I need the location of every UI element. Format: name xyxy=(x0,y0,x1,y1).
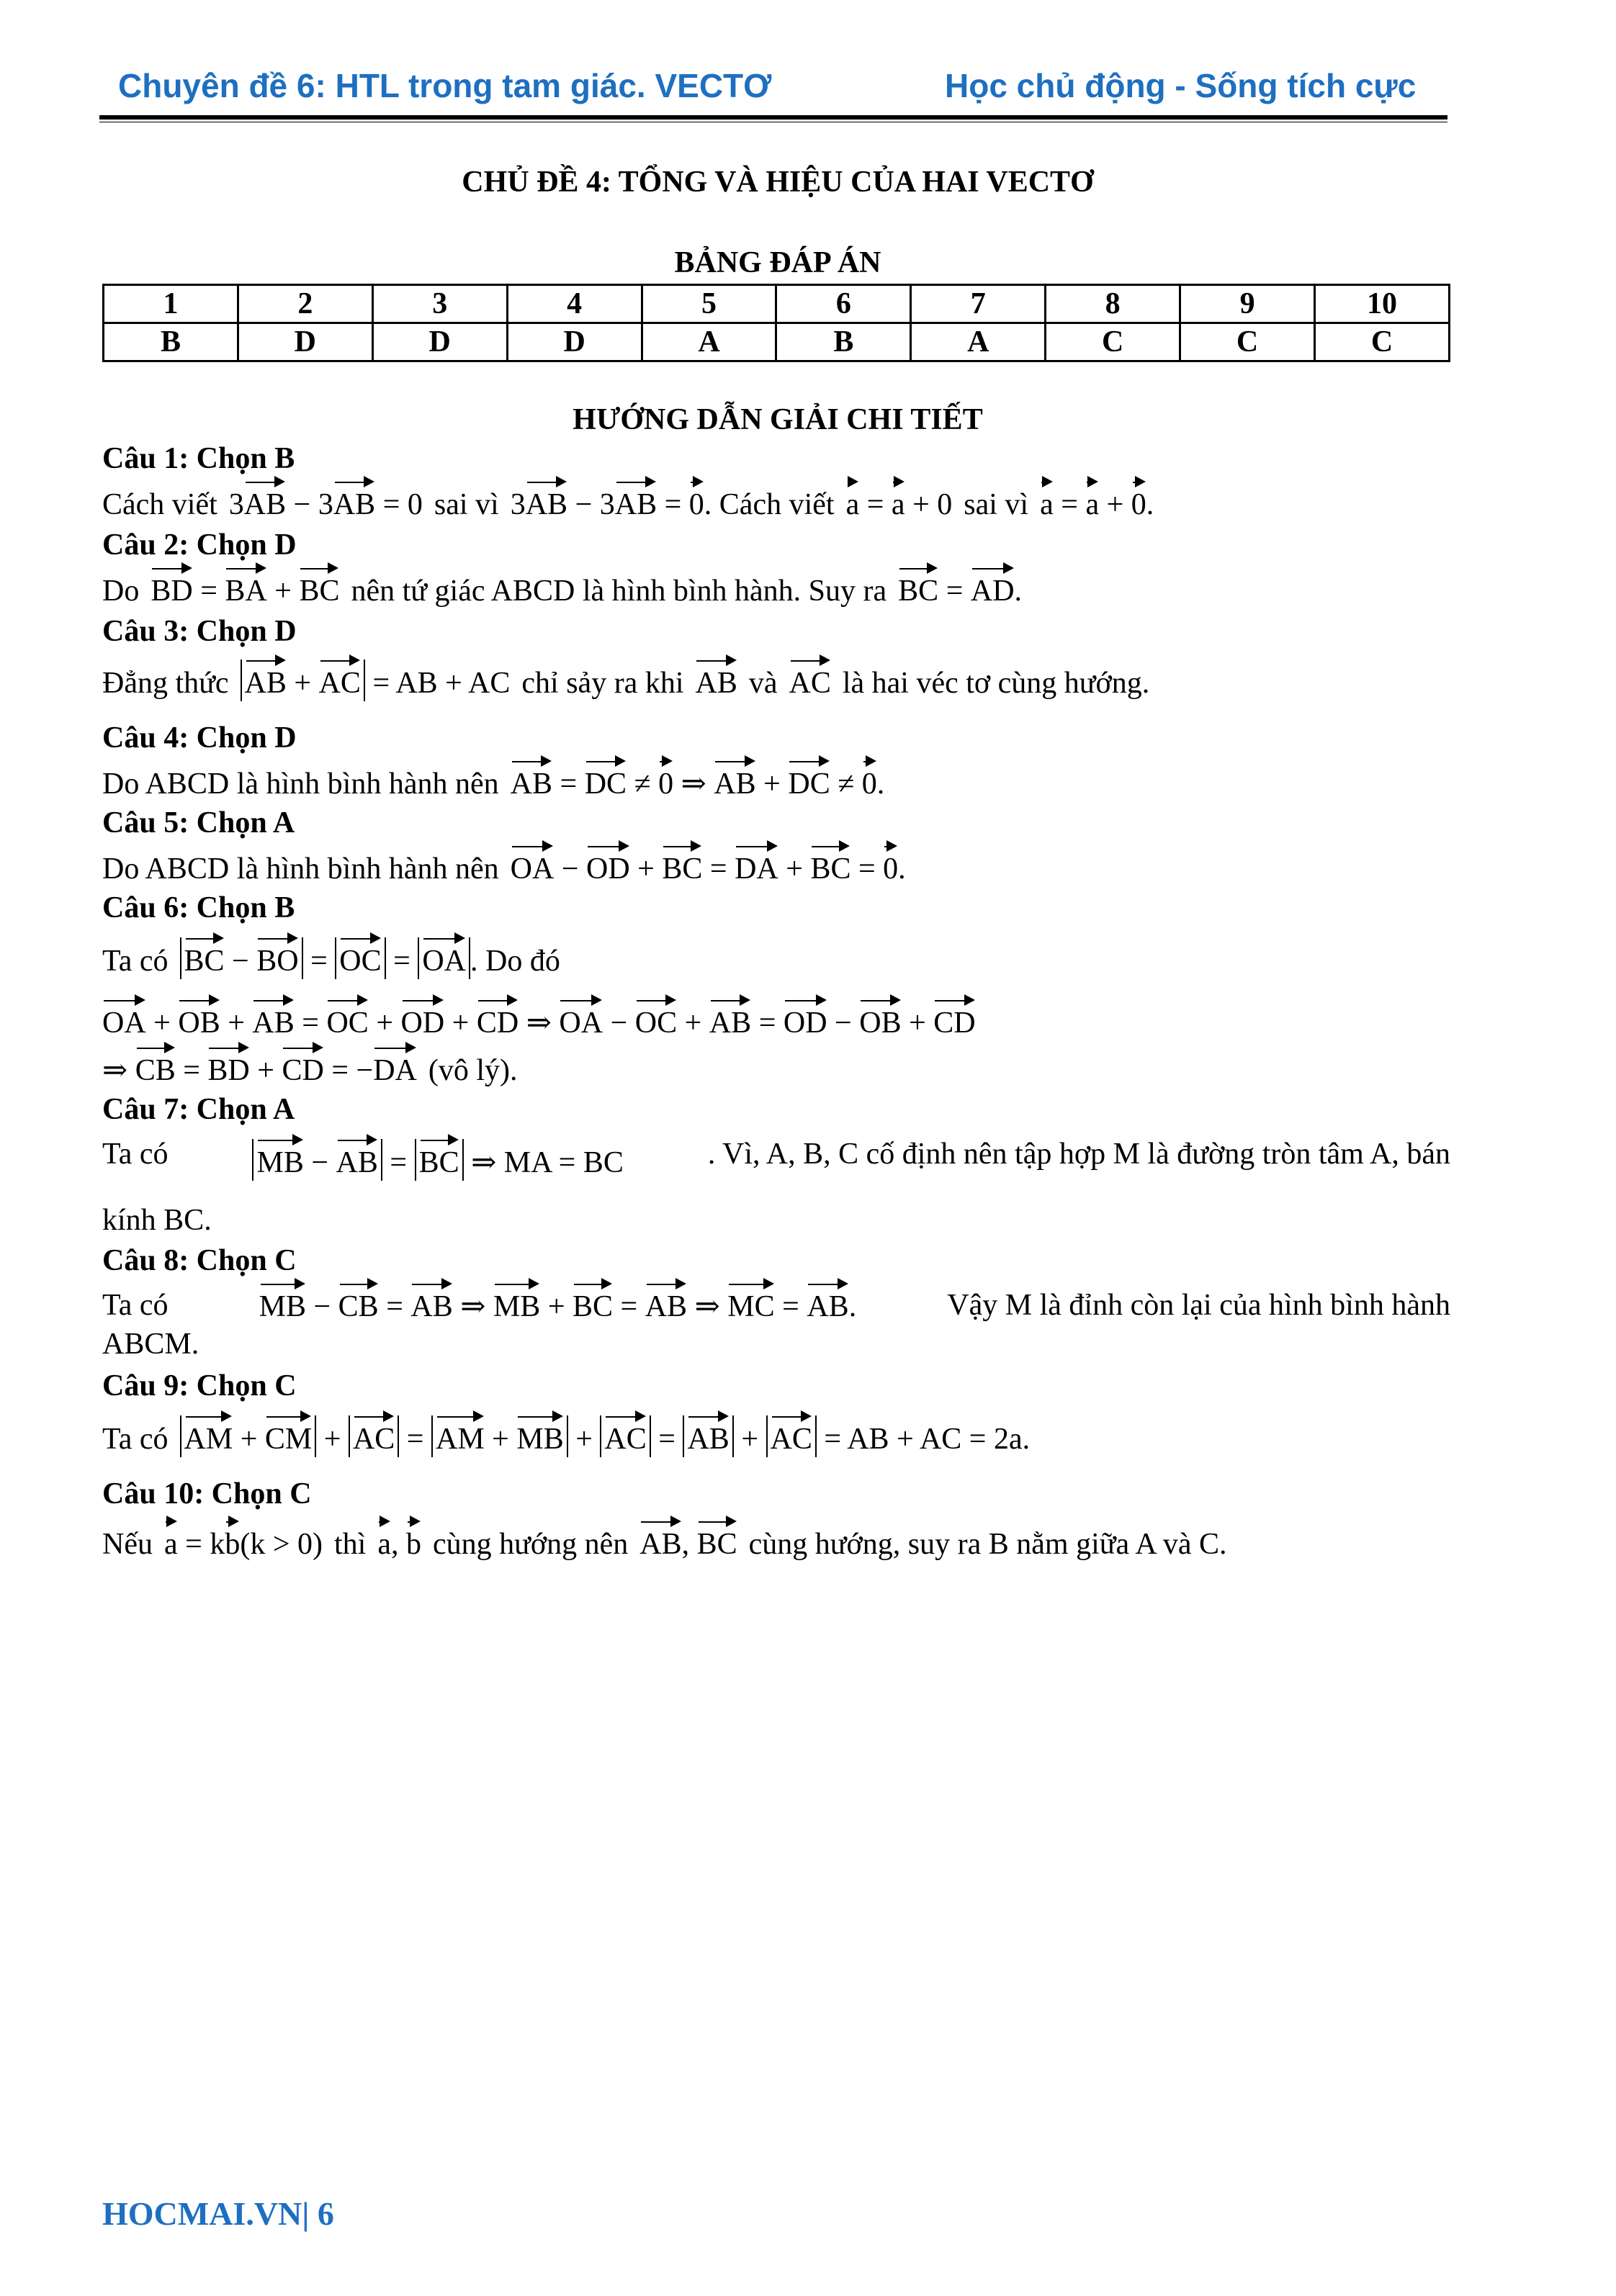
question-3-heading: Câu 3: Chọn D xyxy=(102,615,297,648)
solution-guide-title: HƯỚNG DẪN GIẢI CHI TIẾT xyxy=(573,403,983,436)
text: cùng hướng nên xyxy=(433,1528,629,1561)
answer-table-answer-row xyxy=(104,323,1450,361)
answer-table-number-row xyxy=(104,285,1450,323)
text: chỉ sảy ra khi xyxy=(521,667,684,700)
question-5-heading: Câu 5: Chọn A xyxy=(102,806,295,839)
question-9-solution: Ta có AM + CM + AC = AM + MB + AC = AB + AC = AB + AC = 2a. xyxy=(102,1415,1030,1457)
text: sai vì xyxy=(964,488,1029,521)
question-number: 4 xyxy=(507,285,642,323)
question-6-solution-line-2: OA + OB + AB = OC + OD + CD ⇒ OA − OC + AB = OD − OB + CD xyxy=(102,1007,976,1040)
question-number: 7 xyxy=(911,285,1046,323)
text: là hai véc tơ cùng hướng. xyxy=(842,667,1150,700)
question-number: 3 xyxy=(372,285,507,323)
text: Nếu xyxy=(102,1528,153,1561)
question-9-heading: Câu 9: Chọn C xyxy=(102,1369,297,1403)
answer-letter: D xyxy=(507,323,642,361)
question-6-solution-line-3: ⇒ CB = BD + CD = −DA (vô lý). xyxy=(102,1054,518,1087)
answer-letter: A xyxy=(911,323,1046,361)
answer-letter: D xyxy=(372,323,507,361)
question-8-heading: Câu 8: Chọn C xyxy=(102,1244,297,1277)
question-number: 6 xyxy=(776,285,911,323)
text: Ta có xyxy=(102,945,169,978)
answer-letter: C xyxy=(1046,323,1180,361)
question-6-heading: Câu 6: Chọn B xyxy=(102,891,295,924)
text: Cách viết xyxy=(102,488,217,521)
question-number: 2 xyxy=(238,285,372,323)
question-6-solution-line-1: Ta có BC − BO = OC = OA . Do đó xyxy=(102,937,560,979)
question-4-solution: Do ABCD là hình bình hành nên AB = DC ≠ 0 ⇒ AB + DC ≠ 0. xyxy=(102,767,885,801)
question-10-solution: Nếu a = kb(k > 0) thì a, b cùng hướng nên AB, BC cùng hướng, suy ra B nằm giữa A và C. xyxy=(102,1528,1227,1561)
answer-table-title: BẢNG ĐÁP ÁN xyxy=(674,246,881,279)
text: . Vì, A, B, C cố định nên tập hợp M là đường tròn tâm A, bán xyxy=(707,1138,1450,1171)
header-chapter-title: Chuyên đề 6: HTL trong tam giác. VECTƠ xyxy=(118,67,772,104)
question-5-solution: Do ABCD là hình bình hành nên OA − OD + BC = DA + BC = 0. xyxy=(102,852,906,886)
question-4-heading: Câu 4: Chọn D xyxy=(102,721,297,755)
question-number: 5 xyxy=(642,285,776,323)
question-1-solution: Cách viết 3AB − 3AB = 0 sai vì 3AB − 3AB = 0. Cách viết a = a + 0 sai vì a = a + 0. xyxy=(102,488,1154,521)
answer-letter: C xyxy=(1180,323,1315,361)
text: thì xyxy=(334,1528,367,1561)
text: và xyxy=(748,667,778,700)
text: cùng hướng, suy ra B nằm giữa A và C. xyxy=(748,1528,1227,1561)
text: Ta có xyxy=(102,1423,169,1456)
text: Ta có xyxy=(102,1138,169,1171)
question-10-heading: Câu 10: Chọn C xyxy=(102,1477,312,1511)
question-number: 1 xyxy=(104,285,238,323)
question-2-solution: Do BD = BA + BC nên tứ giác ABCD là hình bình hành. Suy ra BC = AD. xyxy=(102,575,1023,608)
text: . Cách viết xyxy=(704,488,835,521)
text: Ta có xyxy=(102,1289,169,1322)
text: Do xyxy=(102,575,140,608)
answer-letter: B xyxy=(104,323,238,361)
text: Do ABCD là hình bình hành nên xyxy=(102,852,499,886)
text: Vậy M là đỉnh còn lại của hình bình hành xyxy=(947,1289,1450,1322)
question-7-solution-line-1: Ta có MB − AB = BC ⇒ MA = BC . Vì, A, B, C cố định nên tập hợp M là đường tròn tâm A, bán xyxy=(102,1138,1450,1179)
answer-letter: D xyxy=(238,323,372,361)
text: sai vì xyxy=(434,488,499,521)
text: . Do đó xyxy=(470,945,560,978)
question-number: 9 xyxy=(1180,285,1315,323)
answer-letter: A xyxy=(642,323,776,361)
answer-table xyxy=(102,284,1450,362)
header-slogan: Học chủ động - Sống tích cực xyxy=(945,67,1417,104)
question-1-heading: Câu 1: Chọn B xyxy=(102,442,295,475)
text: (vô lý). xyxy=(428,1054,518,1087)
page-title: CHỦ ĐỀ 4: TỔNG VÀ HIỆU CỦA HAI VECTƠ xyxy=(462,166,1094,199)
header-rule xyxy=(99,115,1447,120)
question-7-heading: Câu 7: Chọn A xyxy=(102,1093,295,1126)
question-8-solution-line-2: ABCM. xyxy=(102,1328,199,1361)
question-2-heading: Câu 2: Chọn D xyxy=(102,528,297,562)
footer-page-label: HOCMAI.VN| 6 xyxy=(102,2195,334,2232)
question-number: 8 xyxy=(1046,285,1180,323)
question-number: 10 xyxy=(1315,285,1450,323)
answer-letter: B xyxy=(776,323,911,361)
text: nên tứ giác ABCD là hình bình hành. Suy ra xyxy=(351,575,887,608)
text: Do ABCD là hình bình hành nên xyxy=(102,767,499,801)
question-7-solution-line-2: kính BC. xyxy=(102,1204,212,1237)
text: Đẳng thức xyxy=(102,667,229,700)
question-3-solution: Đẳng thức AB + AC = AB + AC chỉ sảy ra khi AB và AC là hai véc tơ cùng hướng. xyxy=(102,659,1149,701)
question-8-solution-line-1: Ta có MB − CB = AB ⇒ MB + BC = AB ⇒ MC = AB. Vậy M là đỉnh còn lại của hình bình hành xyxy=(102,1289,1450,1323)
answer-letter: C xyxy=(1315,323,1450,361)
